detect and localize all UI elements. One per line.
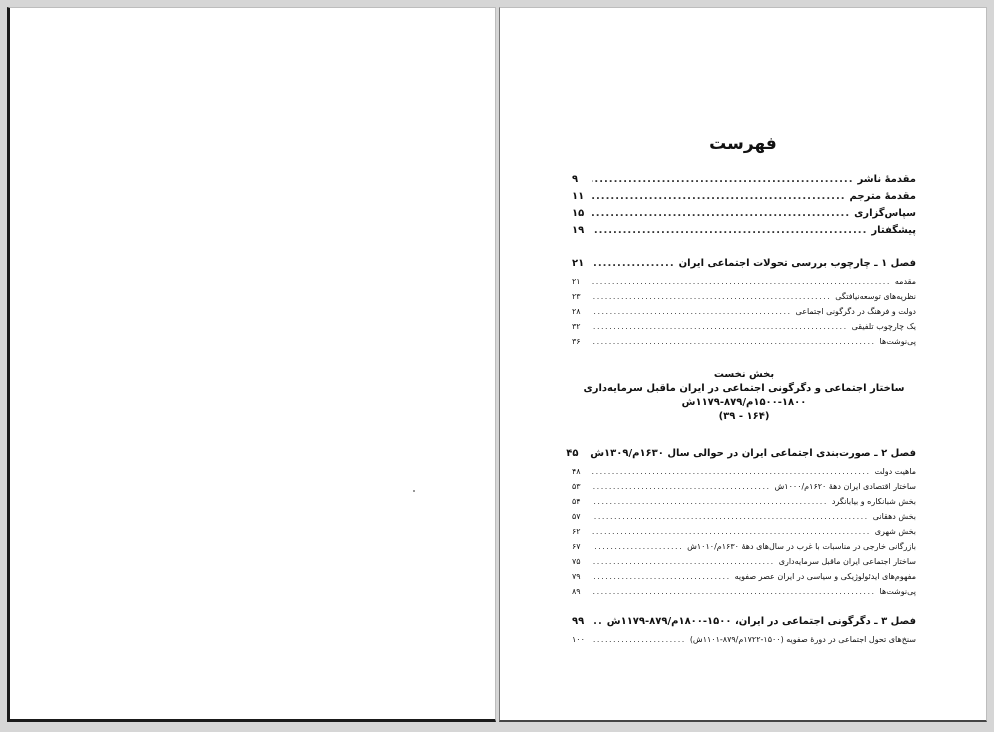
toc-chapter-1 (572, 258, 916, 275)
dot-leader (592, 225, 867, 236)
toc-entry-page: ۳۶ (572, 337, 581, 346)
toc-chapter-2 (566, 448, 916, 465)
toc-entry-page: ۵۴ (572, 497, 581, 506)
toc-entry-title: یک چارچوب تلفیقی (851, 322, 916, 331)
toc-entry[interactable] (572, 307, 916, 322)
part-heading (572, 368, 916, 424)
toc-entry-page: ۲۸ (572, 307, 581, 316)
toc-chapter-1-sections (572, 277, 916, 352)
toc-entry-page: ۵۷ (572, 512, 581, 521)
toc-entry[interactable] (572, 587, 916, 602)
toc-entry-title: پی‌نوشت‌ها (879, 587, 916, 596)
toc-title: فهرست (709, 134, 777, 154)
dot-leader (592, 322, 848, 331)
toc-entry[interactable] (572, 572, 916, 587)
toc-entry-title: پی‌نوشت‌ها (879, 337, 916, 346)
toc-entry-page: ۹۹ (572, 616, 585, 627)
dot-leader (592, 277, 891, 286)
toc-chapter-2-sections (572, 467, 916, 602)
toc-entry[interactable] (572, 337, 916, 352)
toc-entry[interactable] (572, 191, 916, 208)
toc-entry[interactable] (572, 174, 916, 191)
toc-entry-title: سنخ‌های تحول اجتماعی در دورهٔ صفویه (۱۵۰۰-۱۷۲۲م/۸۷۹-۱۱۰۱ش) (689, 635, 916, 644)
dot-leader (592, 482, 771, 491)
dot-leader (592, 635, 686, 644)
toc-entry[interactable] (572, 557, 916, 572)
toc-entry-title: بازرگانی خارجی در مناسبات با غرب در سال‌های دههٔ ۱۶۳۰م/۱۰۱۰ش (687, 542, 916, 551)
toc-entry-title: مفهوم‌های ایدئولوژیکی و سیاسی در ایران عصر صفویه (734, 572, 916, 581)
dot-leader (592, 208, 850, 219)
right-page (499, 7, 987, 722)
toc-entry[interactable] (572, 322, 916, 337)
toc-entry-title: فصل ۳ ـ دگرگونی اجتماعی در ایران، ۱۵۰۰-۱۸۰۰م/۸۷۹-۱۱۷۹ش (606, 616, 916, 627)
part-pages: (۱۶۴ - ۳۹) (718, 411, 770, 422)
dot-leader (592, 572, 731, 581)
toc-entry-page: ۲۱ (572, 258, 585, 269)
toc-entry-page: ۳۲ (572, 322, 581, 331)
toc-chapter-3-sections (572, 635, 916, 650)
toc-entry-title: ساختار اجتماعی ایران ماقبل سرمایه‌داری (778, 557, 916, 566)
left-page (7, 7, 496, 722)
toc-entry[interactable] (572, 527, 916, 542)
toc-entry-page: ۲۱ (572, 277, 581, 286)
toc-entry-title: سپاس‌گزاری (854, 208, 916, 219)
toc-entry[interactable] (572, 467, 916, 482)
dot-leader (592, 258, 675, 269)
toc-entry-page: ۴۵ (566, 448, 579, 459)
toc-front-matter (572, 174, 916, 242)
part-title: ساختار اجتماعی و دگرگونی اجتماعی در ایران ماقبل سرمایه‌داری (583, 383, 905, 394)
dot-leader (592, 497, 828, 506)
toc-entry-page: ۹ (572, 174, 579, 185)
toc-entry-title: پیشگفتار (871, 225, 916, 236)
dot-leader (592, 292, 831, 301)
dot-leader (592, 174, 854, 185)
toc-entry-page: ۱۱ (572, 191, 585, 202)
toc-entry-title: نظریه‌های توسعه‌نیافتگی (835, 292, 916, 301)
toc-entry-page: ۷۵ (572, 557, 581, 566)
toc-entry[interactable] (566, 448, 916, 465)
toc-entry-page: ۱۰۰ (572, 635, 585, 644)
toc-chapter-3 (572, 616, 916, 633)
toc-entry[interactable] (572, 512, 916, 527)
dot-leader (592, 616, 603, 627)
toc-entry-page: ۶۷ (572, 542, 581, 551)
dot-leader (592, 337, 876, 346)
toc-entry[interactable] (572, 277, 916, 292)
toc-entry[interactable] (572, 258, 916, 275)
toc-entry-title: ماهیت دولت (874, 467, 916, 476)
dot-leader (592, 191, 846, 202)
part-label: بخش نخست (713, 369, 775, 380)
toc-entry-title: مقدمه (894, 277, 916, 286)
toc-entry-page: ۱۹ (572, 225, 585, 236)
toc-entry-title: بخش شبانکاره و بیابانگرد (831, 497, 916, 506)
toc-entry[interactable] (572, 225, 916, 242)
toc-entry[interactable] (572, 635, 916, 650)
scan-speck (413, 490, 415, 492)
toc-entry-page: ۵۳ (572, 482, 581, 491)
dot-leader (592, 587, 876, 596)
dot-leader (592, 527, 871, 536)
toc-entry-page: ۶۲ (572, 527, 581, 536)
toc-entry-title: فصل ۱ ـ چارچوب بررسی تحولات اجتماعی ایران (678, 258, 916, 269)
toc-entry[interactable] (572, 482, 916, 497)
toc-entry-page: ۲۳ (572, 292, 581, 301)
toc-entry-title: دولت و فرهنگ در دگرگونی اجتماعی (795, 307, 916, 316)
toc-entry[interactable] (572, 616, 916, 633)
toc-entry[interactable] (572, 542, 916, 557)
toc-entry-title: بخش دهقانی (872, 512, 916, 521)
toc-entry[interactable] (572, 208, 916, 225)
toc-entry[interactable] (572, 292, 916, 307)
toc-entry-title: مقدمهٔ مترجم (849, 191, 916, 202)
toc-entry-page: ۱۵ (572, 208, 585, 219)
toc-entry[interactable] (572, 497, 916, 512)
dot-leader (592, 307, 792, 316)
dot-leader (592, 542, 683, 551)
dot-leader (592, 557, 775, 566)
toc-entry-title: ساختار اقتصادی ایران دههٔ ۱۶۲۰م/۱۰۰۰ش (774, 482, 916, 491)
toc-entry-title: بخش شهری (874, 527, 916, 536)
toc-entry-page: ۷۹ (572, 572, 581, 581)
dot-leader (592, 467, 871, 476)
toc-entry-title: مقدمهٔ ناشر (857, 174, 916, 185)
dot-leader (592, 512, 869, 521)
toc-entry-title: فصل ۲ ـ صورت‌بندی اجتماعی ایران در حوالی سال ۱۶۳۰م/۱۳۰۹ش (590, 448, 916, 459)
toc-entry-page: ۴۸ (572, 467, 581, 476)
toc-entry-page: ۸۹ (572, 587, 581, 596)
part-dates: ۱۵۰۰-۱۸۰۰م/۸۷۹-۱۱۷۹ش (681, 397, 807, 408)
